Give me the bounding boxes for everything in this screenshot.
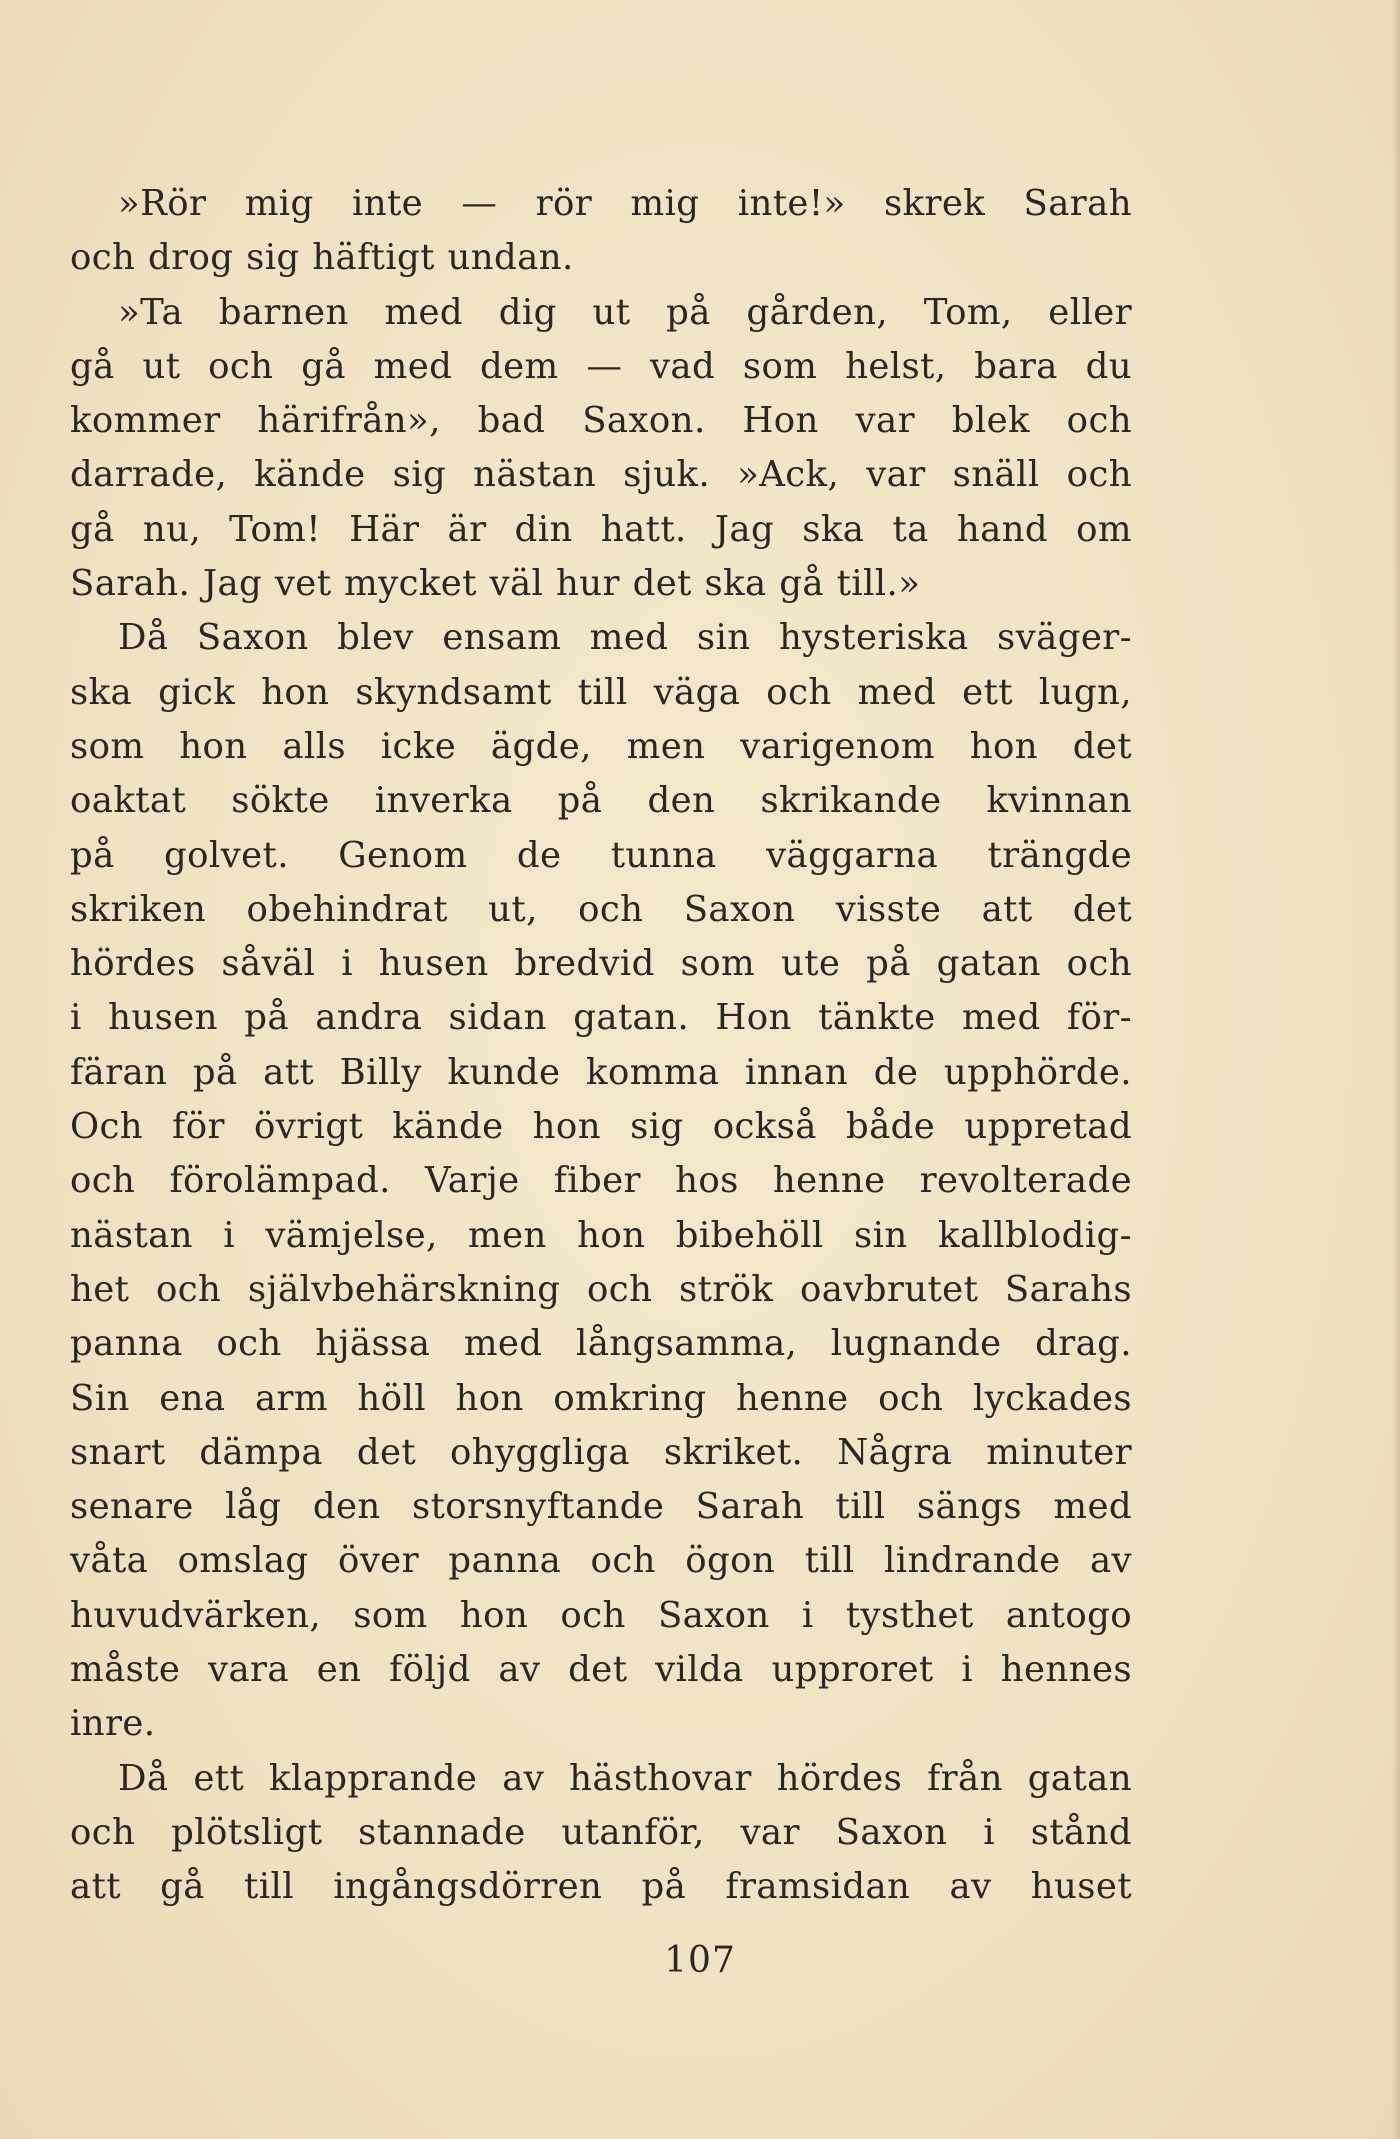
text-line: Då Saxon blev ensam med sin hysteriska sväger- [118,617,1132,659]
text-line: färan på att Billy kunde komma innan de upphörde. [70,1051,1132,1093]
text-line: ska gick hon skyndsamt till väga och med ett lugn, [70,671,1132,713]
text-line: gå ut och gå med dem — vad som helst, bara du [70,345,1132,387]
text-line: och drog sig häftigt undan. [70,237,574,279]
text-line: och förolämpad. Varje fiber hos henne revolterade [70,1160,1132,1202]
text-line: och plötsligt stannade utanför, var Saxon i stånd [70,1811,1132,1853]
text-line: våta omslag över panna och ögon till lindrande av [70,1540,1132,1582]
text-line: inre. [70,1703,156,1745]
text-line: oaktat sökte inverka på den skrikande kvinnan [70,780,1132,822]
text-line: senare låg den storsnyftande Sarah till sängs med [70,1486,1132,1528]
text-line: »Ta barnen med dig ut på gården, Tom, eller [118,291,1132,333]
text-line: darrade, kände sig nästan sjuk. »Ack, var snäll och [70,454,1132,496]
text-line: kommer härifrån», bad Saxon. Hon var blek och [70,400,1132,442]
text-line: som hon alls icke ägde, men varigenom hon det [70,725,1132,767]
text-line: skriken obehindrat ut, och Saxon visste att det [70,888,1132,930]
text-line: Och för övrigt kände hon sig också både uppretad [70,1106,1132,1148]
text-line: i husen på andra sidan gatan. Hon tänkte med för- [70,997,1132,1039]
text-line: hördes såväl i husen bredvid som ute på gatan och [70,943,1132,985]
text-line: att gå till ingångsdörren på framsidan av huset [70,1866,1132,1908]
text-line: gå nu, Tom! Här är din hatt. Jag ska ta hand om [70,508,1132,550]
text-line: måste vara en följd av det vilda upproret i hennes [70,1649,1132,1691]
body-text [70,177,1132,1915]
text-line: nästan i vämjelse, men hon bibehöll sin kallblodig- [70,1214,1132,1256]
text-line: Då ett klapprande av hästhovar hördes från gatan [118,1757,1132,1799]
text-line: panna och hjässa med långsamma, lugnande drag. [70,1323,1132,1365]
text-line: het och självbehärskning och strök oavbrutet Sarahs [70,1268,1132,1310]
text-line: Sin ena arm höll hon omkring henne och lyckades [70,1377,1132,1419]
text-line: huvudvärken, som hon och Saxon i tysthet antogo [70,1594,1132,1636]
text-line: på golvet. Genom de tunna väggarna trängde [70,834,1132,876]
text-line: Sarah. Jag vet mycket väl hur det ska gå till.» [70,563,921,605]
text-line: »Rör mig inte — rör mig inte!» skrek Sarah [118,183,1132,224]
page-number: 107 [664,1940,736,1981]
text-line: snart dämpa det ohyggliga skriket. Några minuter [70,1431,1132,1473]
page-edge-shadow [1392,0,1400,2139]
